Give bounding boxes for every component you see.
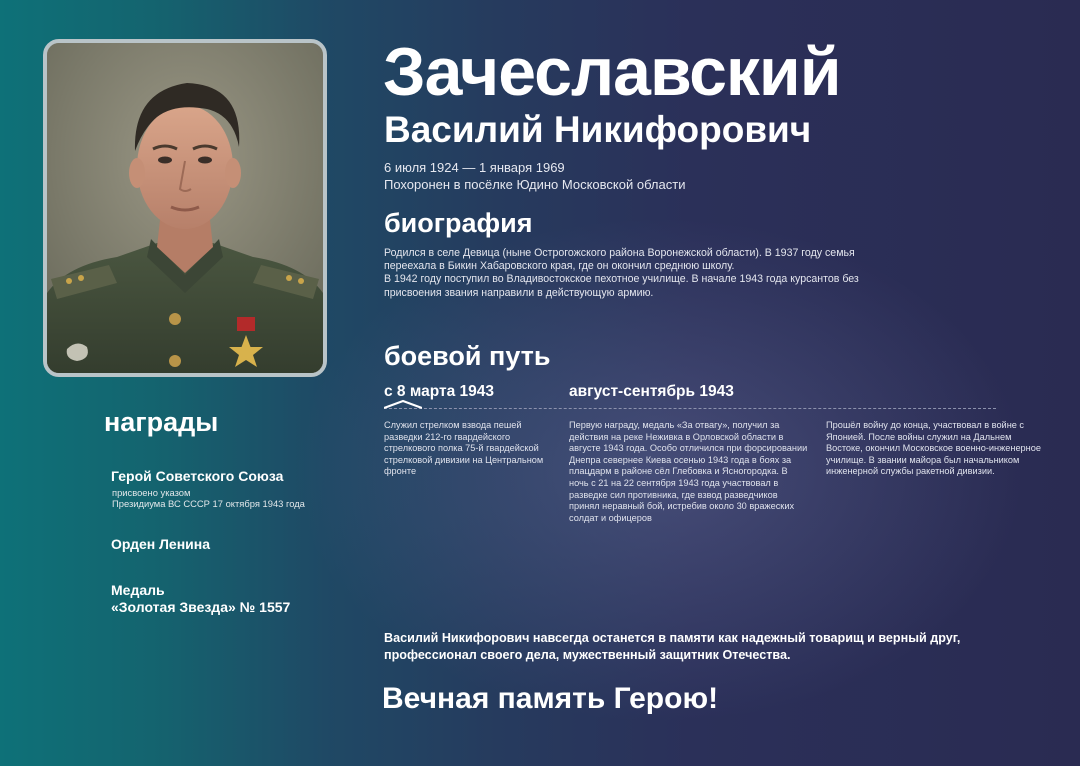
- combat-column: Прошёл войну до конца, участвовал в войне с Японией. После войны служил на Дальнем Востоке, окончил Московское военно-инженерное училище. В звании майора был начальником инженерной службы ракетной дивизии.: [826, 420, 1041, 477]
- life-dates: 6 июля 1924 — 1 января 1969: [384, 160, 565, 175]
- biography-text: [384, 247, 904, 300]
- biography-heading: биография: [384, 208, 533, 238]
- period-label: с 8 марта 1943: [384, 383, 494, 400]
- awards-heading: награды: [104, 407, 219, 437]
- biography-paragraph: Родился в селе Девица (ныне Острогожского района Воронежской области). В 1937 году семья переехала в Бикин Хабаровского края, где он окончил среднюю школу.: [384, 247, 855, 273]
- hero-portrait: [43, 39, 327, 377]
- award-note: присвоено указом Президиума ВС СССР 17 октября 1943 года: [112, 487, 305, 510]
- biography-paragraph: В 1942 году поступил во Владивостокское пехотное училище. В начале 1943 года курсантов без присвоения звания направили в действующую армию.: [384, 273, 859, 299]
- award-item: [111, 536, 210, 553]
- burial-place: Похоронен в посёлке Юдино Московской области: [384, 177, 686, 192]
- timeline-arrow-icon: [384, 399, 422, 411]
- combat-column: Служил стрелком взвода пешей разведки 212-го гвардейского стрелкового полка 75-й гвардейской стрелковой дивизии на Центральном фронте: [384, 420, 544, 477]
- hero-surname: Зачеславский: [383, 34, 841, 110]
- award-item: [111, 468, 305, 510]
- portrait-illustration: [47, 43, 323, 373]
- hero-given-name: Василий Никифорович: [384, 109, 812, 150]
- award-name: Герой Советского Союза: [111, 468, 284, 484]
- closing-slogan: Вечная память Герою!: [382, 682, 719, 715]
- award-name: Медаль «Золотая Звезда» № 1557: [111, 582, 291, 615]
- combat-path-heading: боевой путь: [384, 341, 551, 371]
- period-label: август-сентябрь 1943: [569, 383, 734, 400]
- memory-statement: Василий Никифорович навсегда останется в памяти как надежный товарищ и верный друг, профессионал своего дела, мужественный защитник Отечества.: [384, 631, 961, 662]
- award-name: Орден Ленина: [111, 536, 211, 552]
- timeline-divider: [384, 408, 996, 409]
- award-item: [111, 582, 290, 616]
- combat-column: Первую награду, медаль «За отвагу», получил за действия на реке Неживка в Орловской области в августе 1943 года. Особо отличился при форсировании Днепра севернее Киева осенью 1943 года в боях за плацдарм в районе сёл Глебовка и Ясногородка. В ночь с 21 на 22 сентября 1943 года участвовал в разведке сил противника, где взвод разведчиков принял неравный бой, истребив около 30 вражеских солдат и офицеров: [569, 420, 808, 523]
